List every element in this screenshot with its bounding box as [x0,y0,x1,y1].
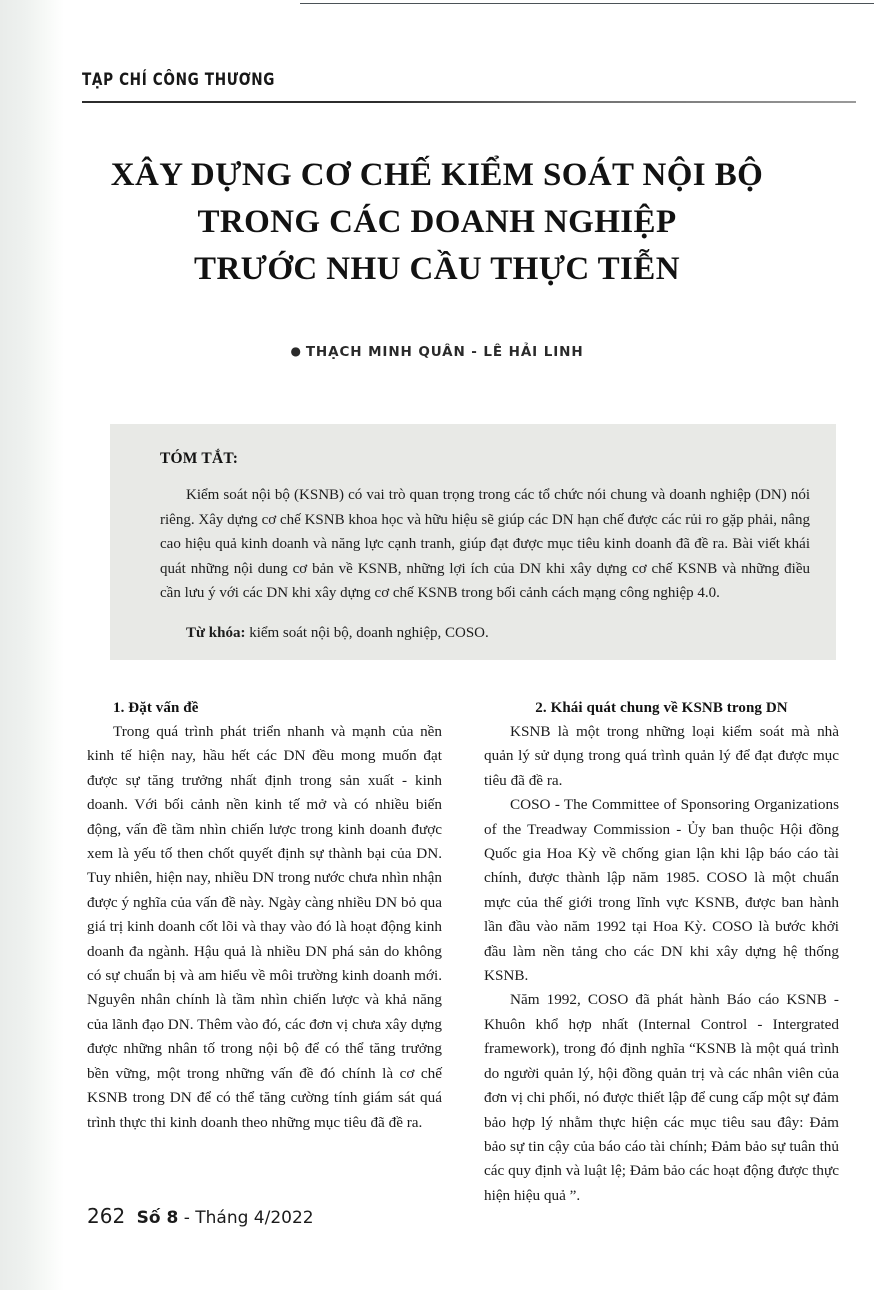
article-title-line-1: XÂY DỰNG CƠ CHẾ KIỂM SOÁT NỘI BỘ [110,157,764,193]
article-title-line-2: TRONG CÁC DOANH NGHIỆP [197,204,677,240]
abstract-body: Kiểm soát nội bộ (KSNB) có vai trò quan trọng trong các tổ chức nói chung và doanh nghiệp (DN) nói riêng. Xây dựng cơ chế KSNB khoa học và hữu hiệu sẽ giúp các DN hạn chế được các rủi ro gặp phải, nâng cao hiệu quả kinh doanh và năng lực cạnh tranh, giúp đạt được mục tiêu kinh doanh đã đề ra. Bài viết khái quát những nội dung cơ bản về KSNB, những lợi ích của DN khi xây dựng cơ chế KSNB và những điều cần lưu ý với các DN khi xây dựng cơ chế KSNB trong bối cảnh cách mạng công nghiệp 4.0. [160,487,810,602]
keywords-label: Từ khóa: [186,624,246,641]
page-title [87,152,787,293]
masthead-divider [82,101,856,103]
journal-masthead [82,70,782,90]
bullet-icon: ● [290,344,302,358]
column-right [484,700,839,1208]
article-body [87,700,839,1208]
abstract-panel [110,424,836,660]
section-heading-1: 1. Đặt vấn đề [113,700,199,716]
article-title-line-3: TRƯỚC NHU CẦU THỰC TIỄN [194,251,680,287]
page-footer [87,1204,314,1228]
abstract-heading: TÓM TẮT: [160,450,239,467]
section-1-paragraph-1: Trong quá trình phát triển nhanh và mạnh của nền kinh tế hiện nay, hầu hết các DN đều mong muốn đạt được sự tăng trưởng nhất định trong sản xuất - kinh doanh. Với bối cảnh nền kinh tế mở và có nhiều biến động, vấn đề tầm nhìn chiến lược trong kinh doanh được xem là yếu tố then chốt quyết định sự thành bại của DN. Tuy nhiên, hiện nay, nhiều DN trong nước chưa nhìn nhận được ý nghĩa của vấn đề này. Ngày càng nhiều DN bỏ qua giá trị kinh doanh cốt lõi và thay vào đó là hoạt động kinh doanh đa ngành. Hậu quả là nhiều DN phá sản do không có sự chuẩn bị và am hiểu về môi trường kinh doanh mới. Nguyên nhân chính là tầm nhìn chiến lược và khả năng của lãnh đạo DN. Thêm vào đó, các đơn vị chưa xây dựng được những nhân tố trong nội bộ để có thể tăng trưởng bền vững, một trong những vấn đề đó chính là cơ chế KSNB trong DN để có thể tăng cường tính giám sát quá trình thực thi kinh doanh theo những mục tiêu đã đề ra. [87,723,442,1131]
page-number: 262 [87,1204,126,1228]
author-names: THẠCH MINH QUÂN - LÊ HẢI LINH [305,344,584,360]
section-2-paragraph-3: Năm 1992, COSO đã phát hành Báo cáo KSNB - Khuôn khổ hợp nhất (Internal Control - Intergrated framework), trong đó định nghĩa “KSNB là một quá trình do người quản lý, hội đồng quản trị và các nhân viên của đơn vị chi phối, nó được thiết lập để cung cấp một sự đảm bảo hợp lý nhằm thực hiện các mục tiêu sau đây: Đảm bảo sự tin cậy của báo cáo tài chính; Đảm bảo sự tuân thủ các quy định và luật lệ; Đảm bảo các hoạt động được thực hiện hiệu quả ”. [484,991,839,1204]
issue-number: Số 8 [136,1208,179,1228]
section-2-paragraph-1: KSNB là một trong những loại kiểm soát mà nhà quản lý sử dụng trong quá trình quản lý để đạt được mục tiêu đã đề ra. [484,723,839,789]
section-2-paragraph-2: COSO - The Committee of Sponsoring Organizations of the Treadway Commission - Ủy ban thuộc Hội đồng Quốc gia Hoa Kỳ về chống gian lận khi lập báo cáo tài chính, được thành lập năm 1985. COSO là một chuẩn mực của thế giới trong lĩnh vực KSNB, được ban hành lần đầu vào năm 1992 tại Hoa Kỳ. COSO là bước khởi đầu làm nền tảng cho các DN khi xây dựng hệ thống KSNB. [484,796,839,985]
abstract-content [160,450,810,661]
scan-edge-shadow [0,0,64,1290]
journal-name: TẠP CHÍ CÔNG THƯƠNG [82,70,276,90]
section-heading-2: 2. Khái quát chung về KSNB trong DN [535,700,788,716]
keywords-value: kiểm soát nội bộ, doanh nghiệp, COSO. [245,624,489,641]
author-byline [87,344,787,360]
abstract-keywords [160,621,810,646]
issue-date: - Tháng 4/2022 [178,1208,314,1228]
column-left [87,700,442,1208]
page-top-rule [300,3,874,4]
